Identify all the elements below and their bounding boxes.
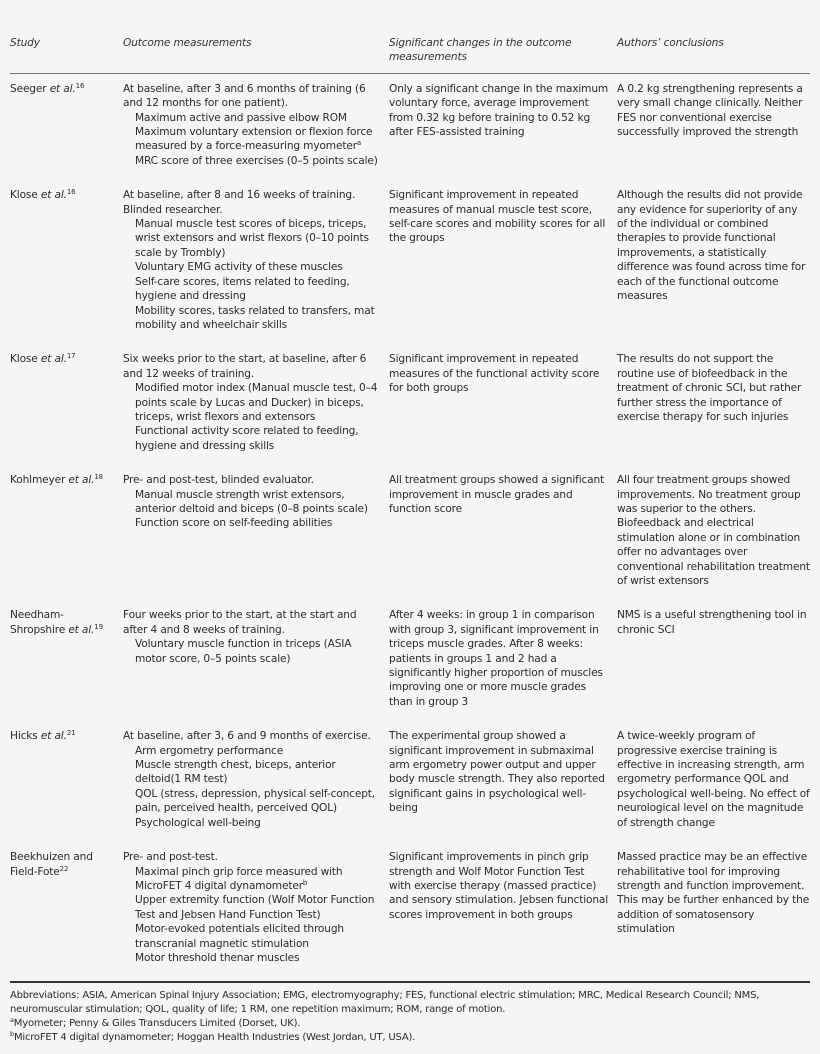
reference-number: 22 — [59, 864, 69, 873]
changes-cell: Significant improvement in repeated measures of manual muscle test score, self-care scores and mobility scores for all the groups — [389, 189, 606, 245]
outcome-item: Self-care scores, items related to feeding, hygiene and dressing — [135, 275, 350, 303]
header-row — [10, 36, 810, 73]
reference-number: 17 — [66, 352, 76, 361]
conclusions-cell: A 0.2 kg strengthening represents a very small change clinically. Neither FES nor conventional exercise successfully improved the strength — [617, 82, 803, 139]
reference-number: 19 — [94, 622, 103, 631]
outcome-item: Voluntary EMG activity of these muscles — [135, 261, 343, 274]
outcome-cell — [123, 600, 389, 721]
table-row — [10, 180, 810, 344]
outcome-intro: At baseline, after 3 and 6 months of training (6 and 12 months for one patient). — [123, 82, 366, 110]
changes-cell: Significant improvement in repeated measures of the functional activity score for both groups — [389, 353, 600, 395]
table-body — [10, 73, 810, 982]
outcome-item: Functional activity score related to feeding, hygiene and dressing skills — [135, 425, 359, 452]
table-row — [10, 73, 810, 180]
table-footnotes — [10, 989, 810, 1045]
outcome-item: Maximal pinch grip force measured with MicroFET 4 digital dynamometer$^b$ — [135, 865, 343, 892]
footnote-b: $^b$MicroFET 4 digital dynamometer; Hoggan Health Industries (West Jordan, UT, USA). — [10, 1030, 416, 1044]
study-cell: Hicks et al.$^{21}$ — [10, 729, 76, 743]
outcome-item: Manual muscle strength wrist extensors, anterior deltoid and biceps (0–8 points scale) — [135, 488, 368, 515]
conclusions-cell: A twice-weekly program of progressive exercise training is effective in increasing strength, arm ergometry performance QOL and psychological well-being. No effect of neurological level on the magnitude of strength change — [617, 730, 810, 829]
study-cell: Seeger et al.$^{16}$ — [10, 81, 85, 95]
changes-cell: The experimental group showed a significant improvement in submaximal arm ergometry power output and upper body muscle strength. They also reported significant gains in psychological well-being — [389, 730, 605, 815]
table-row — [10, 465, 810, 600]
table-row — [10, 344, 810, 465]
study-cell: Klose et al.$^{17}$ — [10, 352, 76, 366]
outcome-cell — [123, 842, 389, 982]
outcome-cell — [123, 465, 389, 600]
conclusions-cell: The results do not support the routine use of biofeedback in the treatment of chronic SCI, but rather further stress the importance of exercise therapy for such injuries — [617, 353, 802, 423]
conclusions-cell: Massed practice may be an effective rehabilitative tool for improving strength and function improvement. This may be further enhanced by the addition of somatosensory stimulation — [617, 842, 810, 982]
study-cell: Klose et al.$^{16}$ — [10, 188, 76, 202]
reference-number: 21 — [66, 729, 76, 738]
outcome-item: Upper extremity function (Wolf Motor Function Test and Jebsen Hand Function Test) — [135, 894, 375, 921]
outcome-item: Psychological well-being — [135, 816, 261, 829]
outcome-item: Muscle strength chest, biceps, anterior deltoid(1 RM test) — [135, 759, 336, 786]
outcome-item: Maximum active and passive elbow ROM — [135, 111, 347, 124]
table-container — [10, 36, 810, 1045]
header-conclusions: Authors’ conclusions — [617, 36, 810, 73]
table-row — [10, 721, 810, 842]
conclusions-cell: Although the results did not provide any evidence for superiority of any of the individual or combined therapies to provide functional improvements, a statistically difference was found across time for each of the functional outcome measures — [617, 189, 806, 303]
footnote-mark: a — [356, 139, 362, 148]
changes-cell: Significant improvements in pinch grip strength and Wolf Motor Function Test with exercise therapy (massed practice) and sensory stimulation. Jebsen functional scores improvement in both groups — [389, 842, 617, 982]
outcome-intro: Six weeks prior to the start, at baseline, after 6 and 12 weeks of training. — [123, 353, 367, 380]
changes-cell: Only a significant change in the maximum voluntary force, average improvement from 0.32 kg before training to 0.52 kg after FES-assisted training — [389, 82, 609, 139]
outcome-intro: At baseline, after 8 and 16 weeks of training. Blinded researcher. — [123, 189, 356, 216]
outcome-item: Maximum voluntary extension or flexion force measured by a force-measuring myometer$^a$ — [135, 126, 373, 153]
outcome-item: Motor threshold thenar muscles — [135, 951, 300, 964]
conclusions-cell: NMS is a useful strengthening tool in chronic SCI — [617, 609, 807, 636]
outcome-item: QOL (stress, depression, physical self-concept, pain, perceived health, perceived QOL) — [135, 787, 375, 815]
outcome-intro: At baseline, after 3, 6 and 9 months of exercise. — [123, 730, 371, 743]
outcome-item: Arm ergometry performance — [135, 744, 284, 757]
outcome-intro: Four weeks prior to the start, at the start and after 4 and 8 weeks of training. — [123, 609, 357, 636]
outcome-item: Motor-evoked potentials elicited through transcranial magnetic stimulation — [135, 923, 344, 950]
outcome-item: Voluntary muscle function in triceps (ASIA motor score, 0–5 points scale) — [135, 638, 352, 665]
header-study: Study — [10, 36, 123, 73]
changes-cell: After 4 weeks: in group 1 in comparison with group 3, significant improvement in triceps muscle grades. After 8 weeks: patients in groups 1 and 2 had a significantly higher proportion of muscles improving one or more muscle grades than in group 3 — [389, 609, 603, 708]
changes-cell: All treatment groups showed a significant improvement in muscle grades and function score — [389, 474, 605, 515]
outcome-item: Manual muscle test scores of biceps, triceps, wrist extensors and wrist flexors (0–10 points scale by Trombly) — [135, 218, 369, 259]
reference-number: 16 — [75, 81, 85, 90]
header-changes: Significant changes in the outcome measurements — [389, 36, 617, 73]
outcome-intro: Pre- and post-test. — [123, 851, 218, 864]
outcome-item: MRC score of three exercises (0–5 points scale) — [135, 154, 378, 167]
outcome-item: Modified motor index (Manual muscle test, 0–4 points scale by Lucas and Ducker) in biceps, triceps, wrist flexors and extensors — [135, 382, 378, 423]
study-cell: Needham- Shropshire et al.$^{19}$ — [10, 609, 103, 636]
study-cell: Kohlmeyer et al.$^{18}$ — [10, 473, 103, 487]
outcome-item: Function score on self-feeding abilities — [135, 517, 333, 530]
reference-number: 16 — [66, 188, 76, 197]
abbreviations-note: Abbreviations: ASIA, American Spinal Injury Association; EMG, electromyography; FES, functional electric stimulation; MRC, Medical Research Council; NMS, neuromuscular stimulation; QOL, quality of life; 1 RM, one repetition maximum; ROM, range of motion. — [10, 990, 760, 1016]
footnote-mark: b — [302, 878, 308, 887]
outcome-item: Mobility scores, tasks related to transfers, mat mobility and wheelchair skills — [135, 304, 375, 331]
conclusions-cell: All four treatment groups showed improvements. No treatment group was superior to the others. Biofeedback and electrical stimulation alone or in combination offer no advantages over conventional rehabilitation treatment of wrist extensors — [617, 474, 810, 587]
footnote-a: $^a$Myometer; Penny & Giles Transducers Limited (Dorset, UK). — [10, 1016, 301, 1030]
header-outcome: Outcome measurements — [123, 36, 389, 73]
outcome-cell — [123, 344, 389, 465]
outcome-cell — [123, 721, 389, 842]
outcome-cell — [123, 180, 389, 344]
outcome-intro: Pre- and post-test, blinded evaluator. — [123, 474, 314, 487]
study-cell: Beekhuizen and Field-Fote$^{22}$ — [10, 842, 123, 982]
table-row — [10, 842, 810, 982]
outcome-cell — [123, 73, 389, 180]
reference-number: 18 — [94, 473, 103, 482]
studies-table — [10, 36, 810, 983]
table-row — [10, 600, 810, 721]
